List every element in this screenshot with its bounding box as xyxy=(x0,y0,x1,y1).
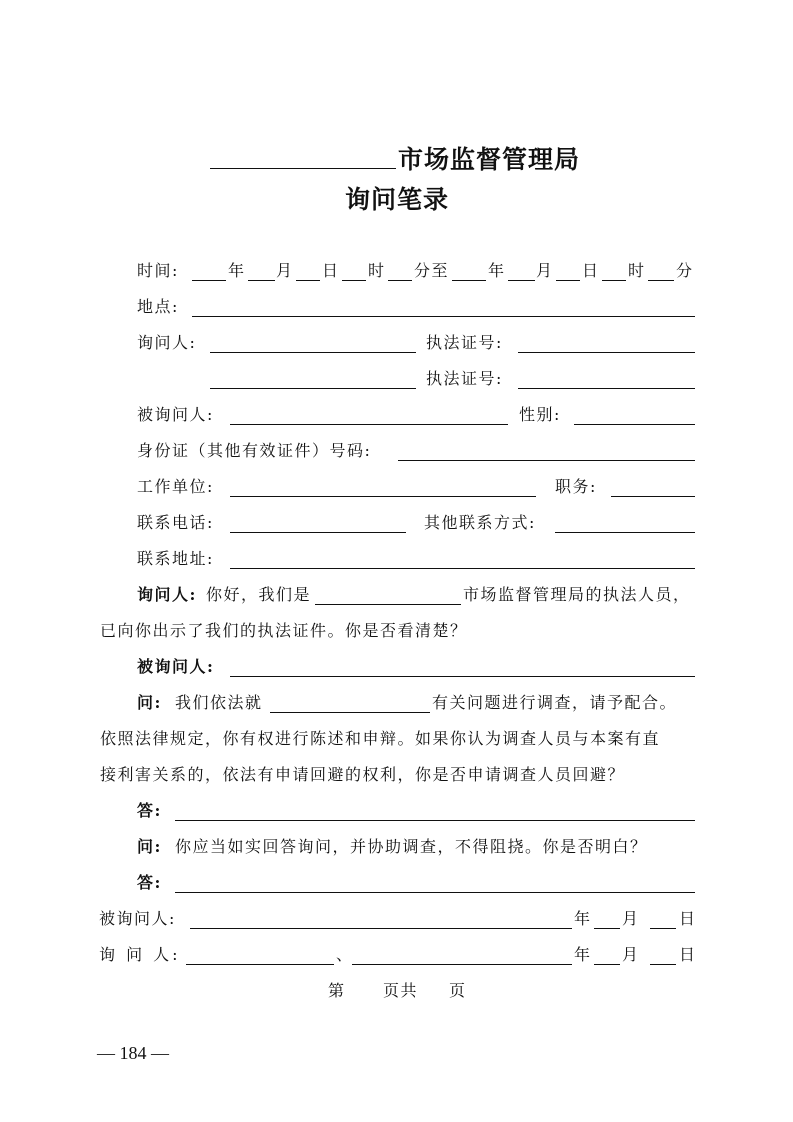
end-year-label: 年 xyxy=(488,261,506,280)
a1-answer-blank[interactable] xyxy=(230,676,695,677)
page-of-b: 页共 xyxy=(383,981,419,1000)
q2-text-a: 我们依法就 xyxy=(175,693,263,712)
q3-text: 你应当如实回答询问，并协助调查，不得阻挠。你是否明白？ xyxy=(175,837,648,856)
cert-1-blank[interactable] xyxy=(518,352,695,353)
sig-interviewee-year: 年 xyxy=(574,909,592,928)
cert-2-label: 执法证号: xyxy=(426,369,503,388)
sig-interviewee-month-blank[interactable] xyxy=(594,928,620,929)
sig-interviewer-label: 询 问 人: xyxy=(99,945,181,964)
interviewee-label: 被询问人: xyxy=(137,405,214,424)
gender-blank[interactable] xyxy=(574,424,695,425)
a3-answer-blank[interactable] xyxy=(175,892,695,893)
end-month-label: 月 xyxy=(536,261,554,280)
end-year-blank[interactable] xyxy=(452,280,486,281)
interviewer-2-blank[interactable] xyxy=(210,388,416,389)
gender-label: 性别: xyxy=(519,405,561,424)
end-day-blank[interactable] xyxy=(556,280,580,281)
q2-speaker: 问: xyxy=(137,693,162,712)
sig-interviewer-2-blank[interactable] xyxy=(352,964,572,965)
page-number: — 184 — xyxy=(97,1043,169,1063)
start-year-label: 年 xyxy=(228,261,246,280)
q2-text-d: 接利害关系的，依法有申请回避的权利，你是否申请调查人员回避？ xyxy=(100,765,626,784)
agency-suffix: 市场监督管理局 xyxy=(398,145,581,174)
id-number-label: 身份证（其他有效证件）号码: xyxy=(137,441,372,460)
sig-interviewer-day: 日 xyxy=(679,945,697,964)
a2-answer-blank[interactable] xyxy=(175,820,695,821)
employer-label: 工作单位: xyxy=(137,477,214,496)
employer-blank[interactable] xyxy=(230,496,536,497)
q1-text-b: 市场监督管理局的执法人员， xyxy=(463,585,691,604)
sig-interviewer-month-blank[interactable] xyxy=(594,964,620,965)
end-day-label: 日 xyxy=(582,261,600,280)
time-label: 时间: xyxy=(137,261,179,280)
sig-interviewee-month: 月 xyxy=(622,909,640,928)
interviewer-1-blank[interactable] xyxy=(210,352,416,353)
phone-blank[interactable] xyxy=(230,532,406,533)
other-contact-blank[interactable] xyxy=(555,532,695,533)
sig-interviewee-day-blank[interactable] xyxy=(650,928,676,929)
place-label: 地点: xyxy=(137,297,179,316)
address-label: 联系地址: xyxy=(137,549,214,568)
q2-matter-blank[interactable] xyxy=(270,712,430,713)
start-year-blank[interactable] xyxy=(192,280,226,281)
cert-2-blank[interactable] xyxy=(518,388,695,389)
sig-interviewee-day: 日 xyxy=(679,909,697,928)
q1-text-c: 已向你出示了我们的执法证件。你是否看清楚？ xyxy=(100,621,468,640)
start-minute-blank[interactable] xyxy=(388,280,412,281)
a2-speaker: 答: xyxy=(137,801,162,820)
start-month-label: 月 xyxy=(276,261,294,280)
sig-interviewer-month: 月 xyxy=(622,945,640,964)
end-month-blank[interactable] xyxy=(508,280,535,281)
q1-text-a: 你好，我们是 xyxy=(206,585,312,604)
cert-1-label: 执法证号: xyxy=(426,333,503,352)
end-minute-label: 分 xyxy=(676,261,694,280)
sig-interviewee-blank[interactable] xyxy=(190,928,572,929)
sig-interviewee-label: 被询问人: xyxy=(99,909,176,928)
end-hour-blank[interactable] xyxy=(602,280,626,281)
a3-speaker: 答: xyxy=(137,873,162,892)
agency-name-blank[interactable] xyxy=(210,168,396,169)
q2-text-b: 有关问题进行调查，请予配合。 xyxy=(432,693,678,712)
phone-label: 联系电话: xyxy=(137,513,214,532)
a1-speaker: 被询问人: xyxy=(137,657,215,676)
address-blank[interactable] xyxy=(230,568,695,569)
q1-speaker: 询问人: xyxy=(137,585,197,604)
q2-text-c: 依照法律规定，你有权进行陈述和申辩。如果你认为调查人员与本案有直 xyxy=(100,729,661,748)
page-of-a: 第 xyxy=(328,981,346,1000)
start-month-blank[interactable] xyxy=(248,280,275,281)
interviewer-label: 询问人: xyxy=(137,333,197,352)
q1-agency-blank[interactable] xyxy=(315,604,461,605)
start-day-blank[interactable] xyxy=(296,280,320,281)
place-blank[interactable] xyxy=(192,316,695,317)
sig-interviewer-day-blank[interactable] xyxy=(650,964,676,965)
end-hour-label: 时 xyxy=(628,261,646,280)
end-minute-blank[interactable] xyxy=(648,280,674,281)
interviewee-blank[interactable] xyxy=(230,424,508,425)
id-number-blank[interactable] xyxy=(398,460,695,461)
position-label: 职务: xyxy=(555,477,597,496)
page-of-c: 页 xyxy=(449,981,467,1000)
q3-speaker: 问: xyxy=(137,837,162,856)
start-minute-to-label: 分至 xyxy=(414,261,450,280)
position-blank[interactable] xyxy=(611,496,695,497)
start-hour-blank[interactable] xyxy=(342,280,366,281)
document-title: 询问笔录 xyxy=(345,185,450,214)
start-day-label: 日 xyxy=(322,261,340,280)
sig-separator: 、 xyxy=(336,945,354,964)
start-hour-label: 时 xyxy=(368,261,386,280)
sig-interviewer-1-blank[interactable] xyxy=(186,964,334,965)
other-contact-label: 其他联系方式: xyxy=(424,513,536,532)
sig-interviewer-year: 年 xyxy=(574,945,592,964)
